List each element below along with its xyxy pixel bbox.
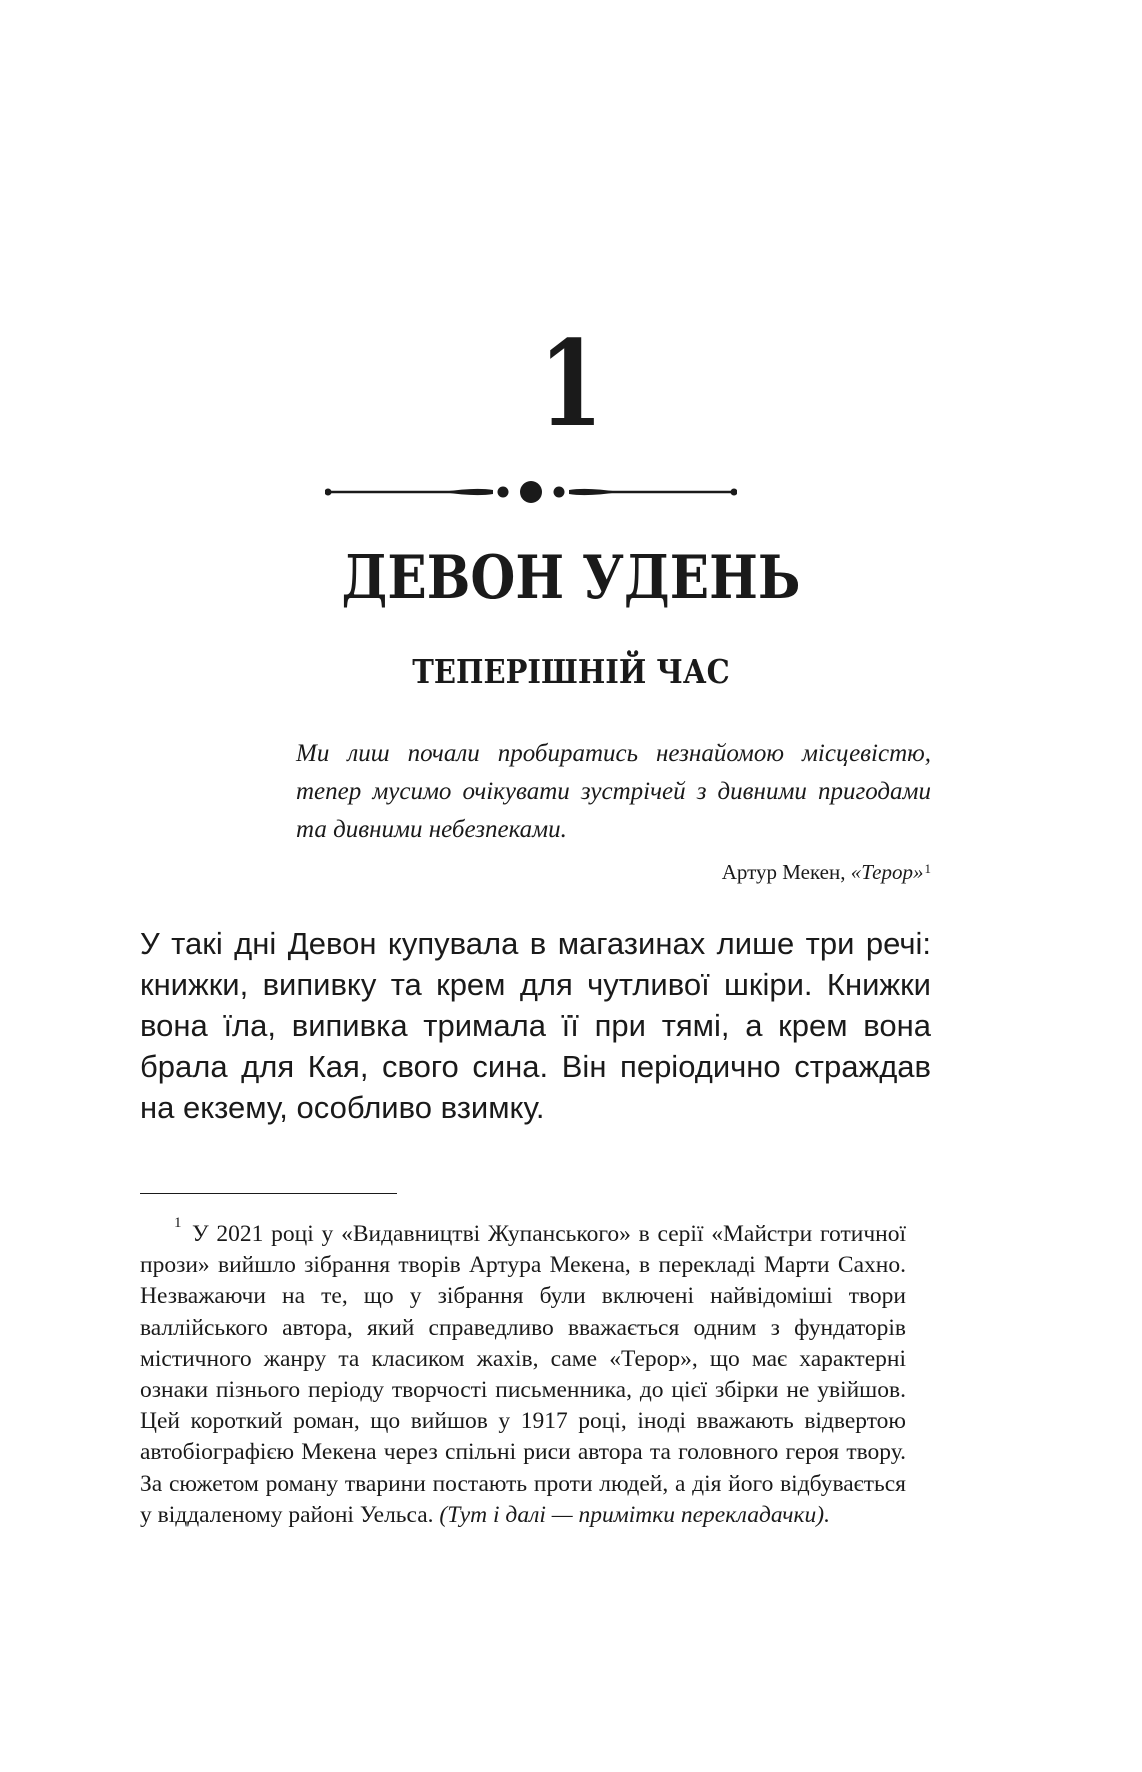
footnote (140, 1219, 906, 1531)
flourish-divider-icon (325, 474, 737, 510)
chapter-number: 1 (538, 314, 604, 453)
chapter-subtitle: ТЕПЕРІШНІЙ ЧАС (412, 652, 730, 691)
translator-note: (Тут і далі — примітки перекладачки). (439, 1501, 830, 1528)
epigraph-text: Ми лиш почали пробиратись незнайомою місцевістю, тепер мусимо очікувати зустрічей з дивними пригодами та дивними небезпеками. (296, 740, 931, 843)
chapter-title: ДЕВОН УДЕНЬ (341, 543, 801, 613)
epigraph-attribution (296, 857, 931, 887)
footnote-marker: 1 (174, 1215, 182, 1231)
epigraph (296, 735, 931, 887)
body-paragraph: У такі дні Девон купувала в магазинах лише три речі: книжки, випивку та крем для чутливої шкіри. Книжки вона їла, випивка тримала її при тямі, а крем вона брала для Кая, свого сина. Він періодично страждав на екзему, особливо взимку. (140, 926, 931, 1125)
footnote-reference[interactable]: 1 (924, 861, 931, 876)
epigraph-work: «Терор» (850, 860, 924, 884)
footnote-text: У 2021 році у «Видавництві Жупанського» в серії «Майстри готичної прози» вийшло зібрання творів Артура Мекена, в перекладі Марти Сахно. Незважаючи на те, що у зібрання були включені найвідоміші твори валлійського автора, який справедливо вважається одним з фундаторів містичного жанру та класиком жахів, саме «Терор», що має характерні ознаки пізнього періоду творчості письменника, до цієї збірки не увійшов. Цей короткий роман, що вийшов у 1917 році, іноді вважають відвертою автобіографією Мекена через спільні риси автора та головного героя твору. За сюжетом роману тварини постають проти людей, а дія його відбувається у віддаленому районі Уельса. (140, 1221, 906, 1528)
footnote-divider (140, 1193, 397, 1194)
epigraph-author: Артур Мекен, (721, 860, 846, 884)
